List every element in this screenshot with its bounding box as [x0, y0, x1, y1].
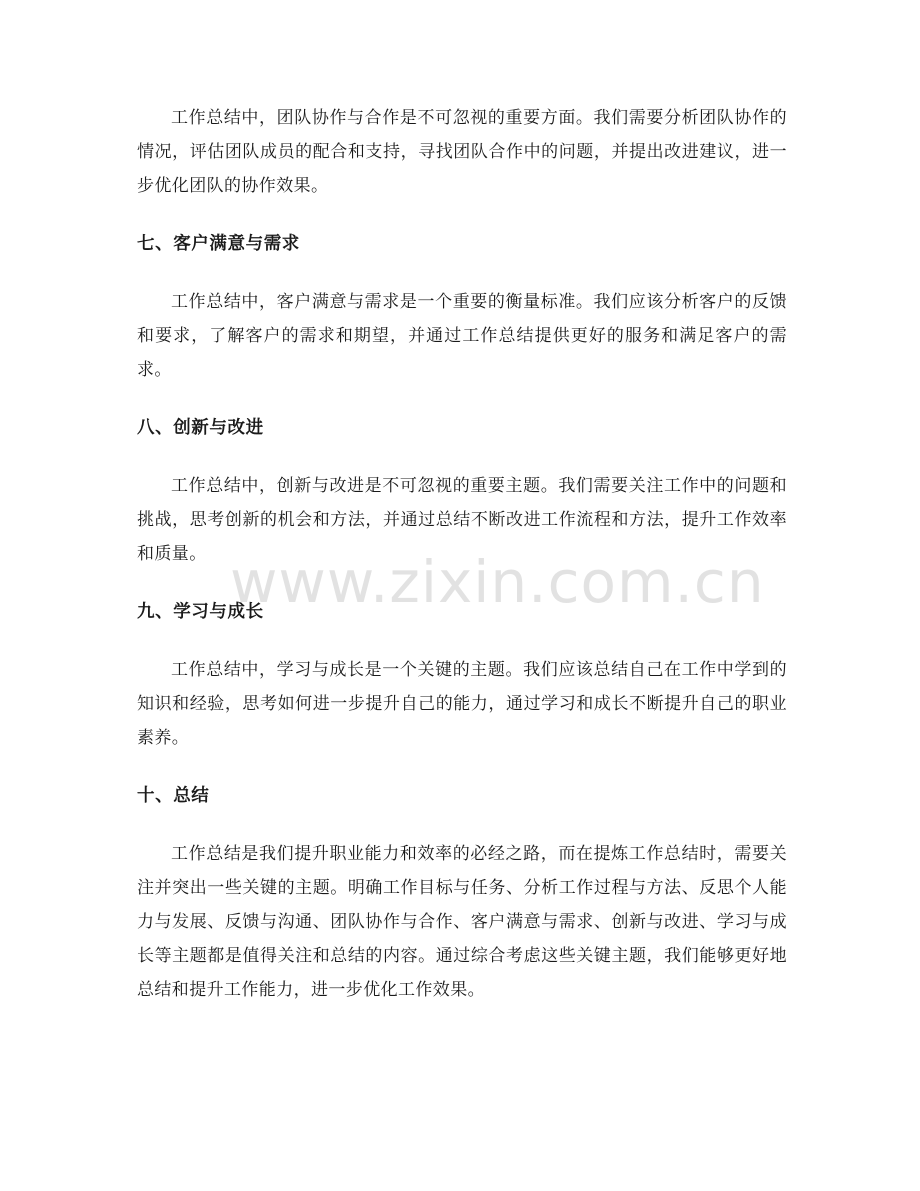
section-heading-9: 九、学习与成长	[137, 602, 264, 622]
document-body	[137, 101, 787, 1031]
section-paragraph-9: 工作总结中，学习与成长是一个关键的主题。我们应该总结自己在工作中学到的知识和经验，思考如何进一步提升自己的能力，通过学习和成长不断提升自己的职业素养。	[137, 660, 787, 748]
section-paragraph-10: 工作总结是我们提升职业能力和效率的必经之路，而在提炼工作总结时，需要关注并突出一些关键的主题。明确工作目标与任务、分析工作过程与方法、反思个人能力与发展、反馈与沟通、团队协作与合作、客户满意与需求、创新与改进、学习与成长等主题都是值得关注和总结的内容。通过综合考虑这些关键主题，我们能够更好地总结和提升工作能力，进一步优化工作效果。	[137, 844, 787, 1000]
section-heading-10: 十、总结	[137, 786, 210, 806]
watermark: www.zixin.com.cn	[230, 548, 765, 616]
intro-paragraph: 工作总结中，团队协作与合作是不可忽视的重要方面。我们需要分析团队协作的情况，评估团队成员的配合和支持，寻找团队合作中的问题，并提出改进建议，进一步优化团队的协作效果。	[137, 108, 787, 196]
section-paragraph-7: 工作总结中，客户满意与需求是一个重要的衡量标准。我们应该分析客户的反馈和要求，了解客户的需求和期望，并通过工作总结提供更好的服务和满足客户的需求。	[137, 292, 787, 380]
section-heading-8: 八、创新与改进	[137, 418, 264, 438]
section-paragraph-8: 工作总结中，创新与改进是不可忽视的重要主题。我们需要关注工作中的问题和挑战，思考创新的机会和方法，并通过总结不断改进工作流程和方法，提升工作效率和质量。	[137, 476, 787, 564]
section-heading-7: 七、客户满意与需求	[137, 234, 300, 254]
